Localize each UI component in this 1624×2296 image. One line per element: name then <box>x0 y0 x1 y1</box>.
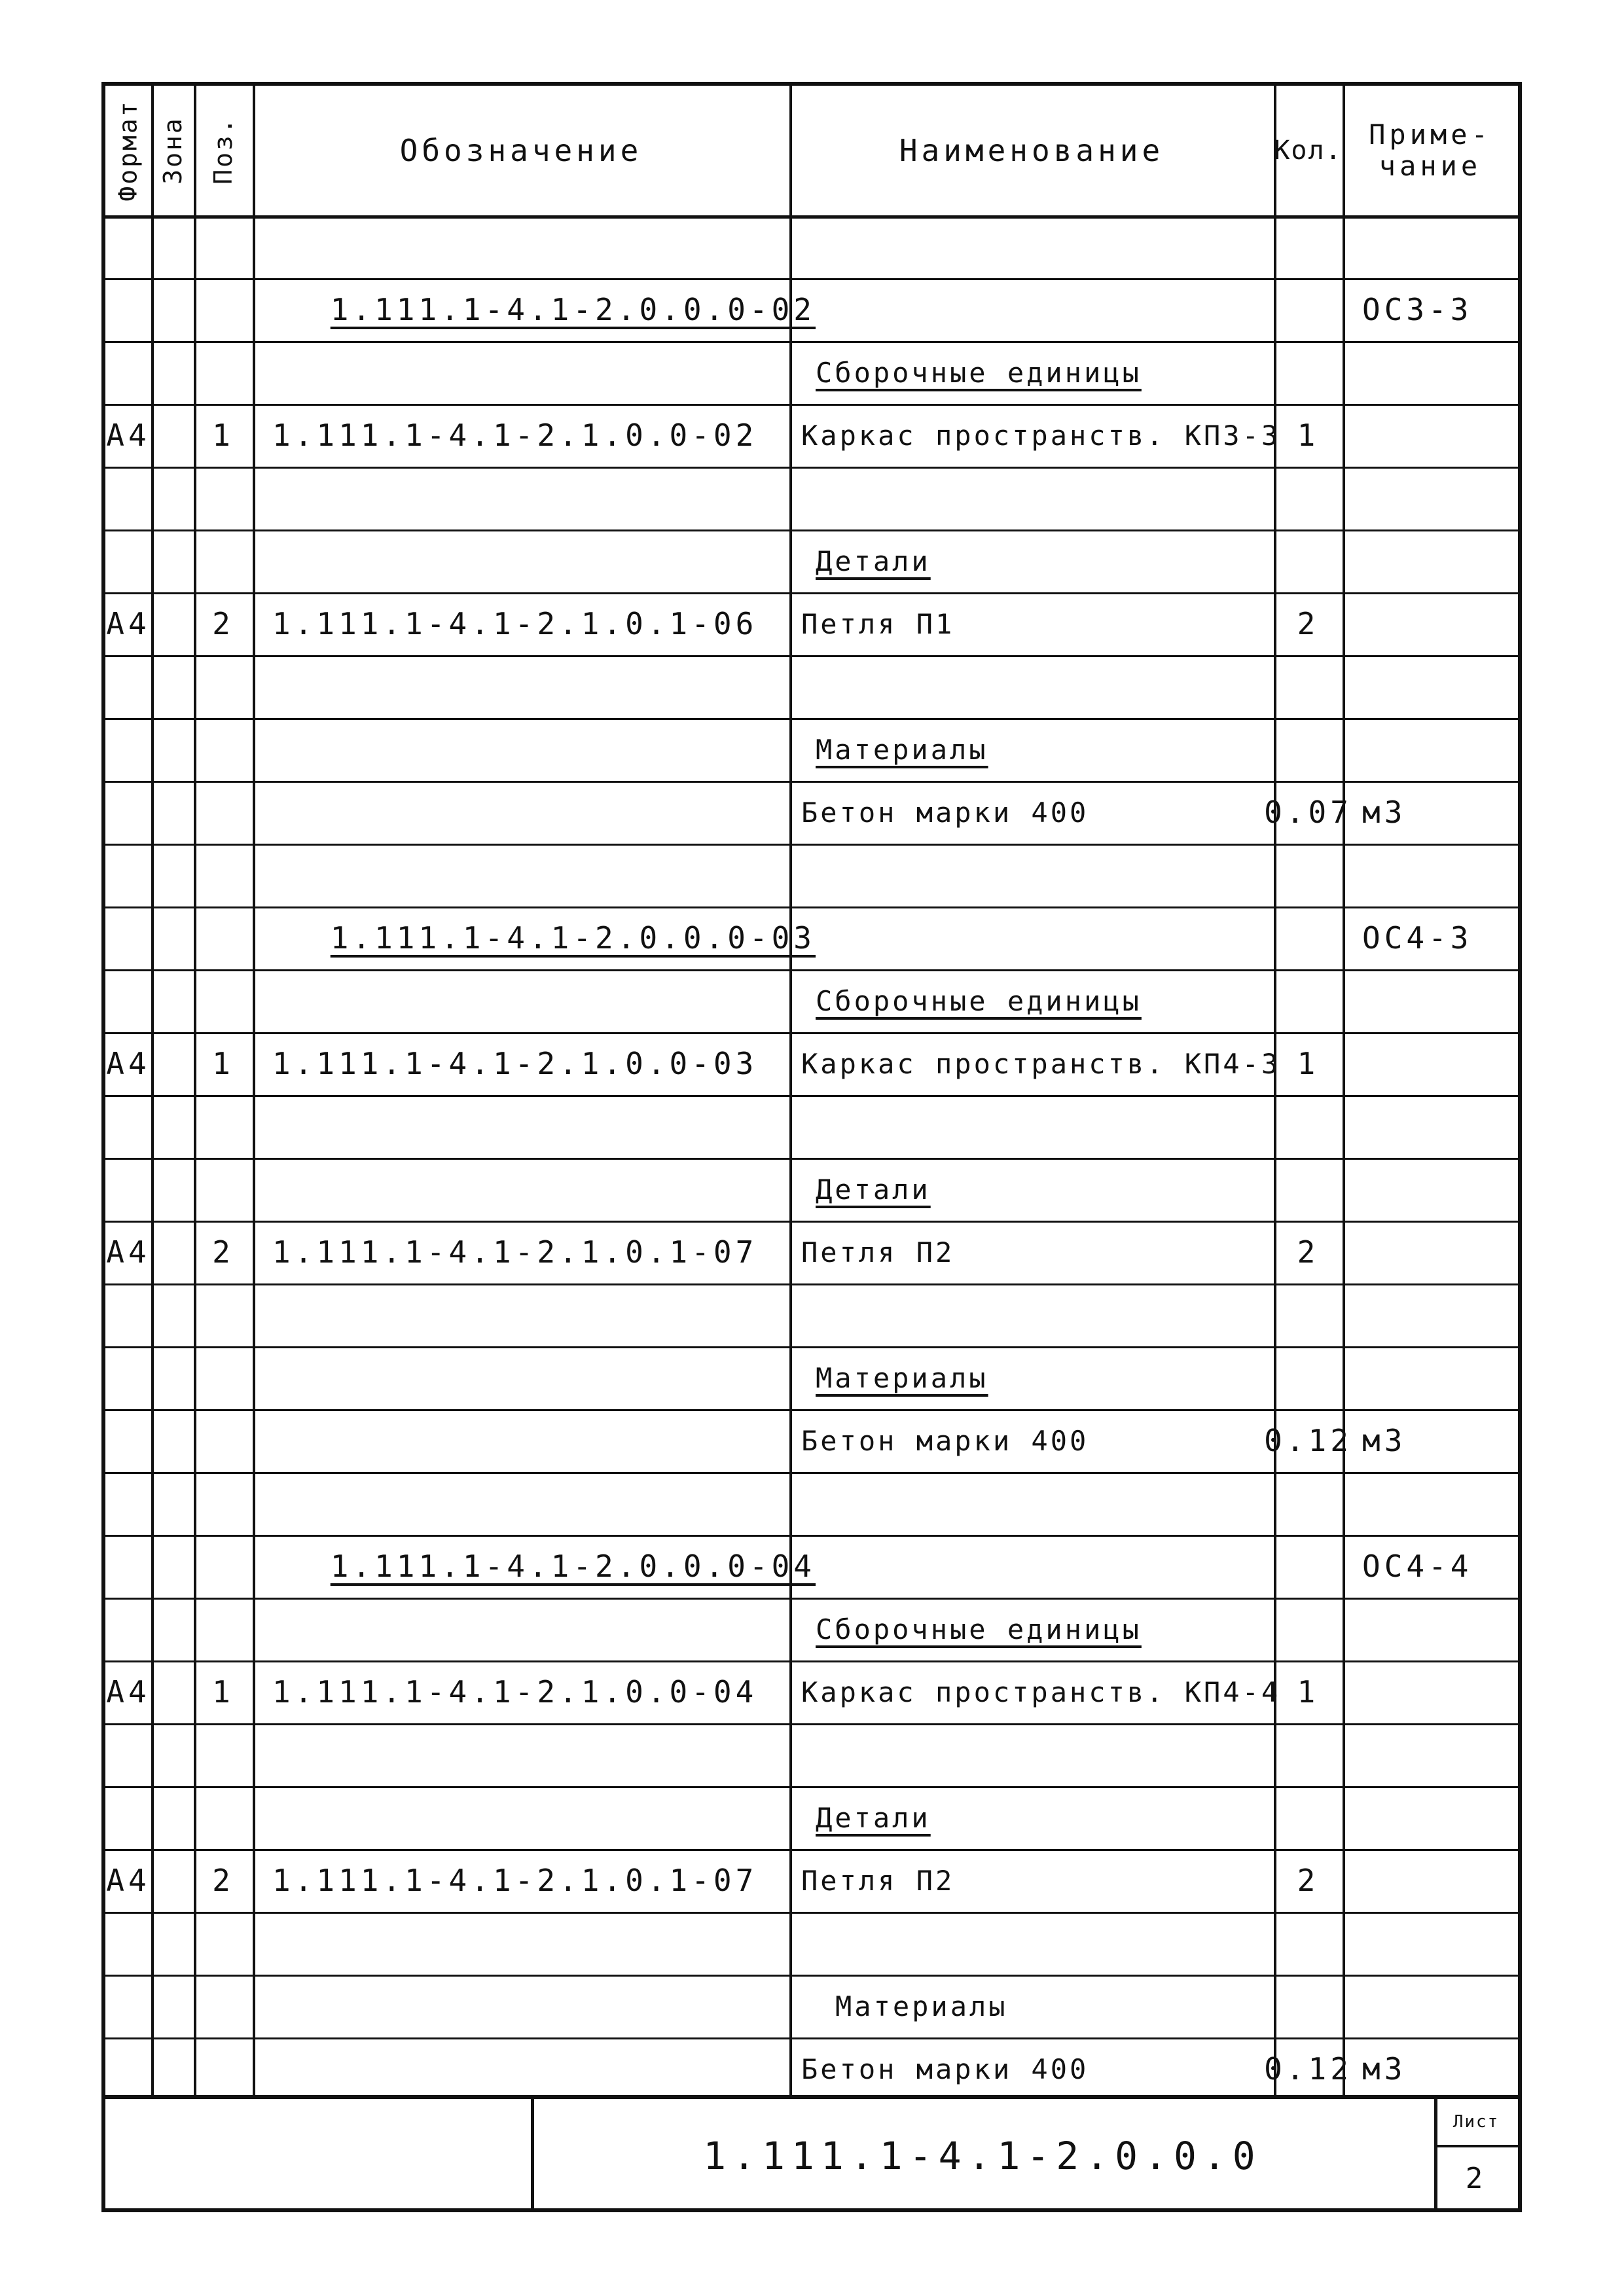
cell-des: 1.111.1-4.1-2.1.0.0-03 <box>272 1046 758 1081</box>
cell-des: 1.111.1-4.1-2.1.0.1-07 <box>272 1234 758 1270</box>
sheet-number: 2 <box>1465 2162 1487 2195</box>
cell-name: Материалы <box>835 1990 1008 2022</box>
cell-pos <box>194 906 253 969</box>
cell-zone <box>151 1221 194 1283</box>
cell-pos <box>194 1409 253 1472</box>
cell-name <box>789 467 1274 529</box>
cell-fmt: А4 <box>106 1674 151 1710</box>
cell-zone <box>151 1095 194 1158</box>
cell-name: Бетон марки 400 <box>801 1424 1089 1457</box>
cell-zone <box>151 404 194 467</box>
cell-name: Сборочные единицы <box>816 356 1142 389</box>
cell-qty: 0.07 <box>1264 795 1352 830</box>
cell-pos <box>194 718 253 781</box>
cell-note <box>1343 215 1518 278</box>
cell-des <box>253 1158 789 1221</box>
cell-fmt <box>105 1095 151 1158</box>
cell-pos <box>194 1786 253 1849</box>
cell-fmt <box>105 1472 151 1535</box>
cell-note <box>1343 718 1518 781</box>
cell-qty <box>1274 718 1343 781</box>
cell-pos: 1 <box>212 418 234 453</box>
cell-des <box>253 781 789 844</box>
cell-fmt <box>105 1158 151 1221</box>
cell-des <box>253 1346 789 1409</box>
cell-zone <box>151 467 194 529</box>
cell-zone <box>151 1472 194 1535</box>
cell-zone <box>151 969 194 1032</box>
cell-name <box>789 1723 1274 1786</box>
cell-fmt <box>105 1723 151 1786</box>
cell-qty <box>1274 1786 1343 1849</box>
drawing-frame <box>101 82 1522 2212</box>
cell-qty <box>1274 1095 1343 1158</box>
cell-zone <box>151 781 194 844</box>
cell-qty: 1 <box>1297 1674 1320 1710</box>
cell-des: 1.111.1-4.1-2.1.0.1-06 <box>272 606 758 641</box>
cell-fmt <box>105 1535 151 1598</box>
cell-des <box>253 1786 789 1849</box>
cell-zone <box>151 1723 194 1786</box>
cell-pos: 1 <box>212 1674 234 1710</box>
cell-qty <box>1274 529 1343 592</box>
cell-note: м3 <box>1362 2051 1407 2087</box>
cell-zone <box>151 1032 194 1095</box>
cell-name: Петля П1 <box>801 607 955 640</box>
cell-pos: 2 <box>212 1863 234 1898</box>
cell-pos <box>194 278 253 341</box>
header-format: Формат <box>114 99 143 202</box>
cell-fmt <box>105 655 151 718</box>
cell-fmt <box>105 718 151 781</box>
cell-pos <box>194 2037 253 2100</box>
cell-pos <box>194 1472 253 1535</box>
cell-des <box>253 718 789 781</box>
cell-des: 1.111.1-4.1-2.0.0.0-02 <box>330 292 816 327</box>
cell-qty <box>1274 215 1343 278</box>
cell-note: ОС4-3 <box>1362 920 1473 956</box>
document-code: 1.111.1-4.1-2.0.0.0 <box>703 2133 1262 2178</box>
cell-zone <box>151 655 194 718</box>
cell-pos <box>194 1283 253 1346</box>
cell-des: 1.111.1-4.1-2.0.0.0-03 <box>330 920 816 956</box>
cell-pos <box>194 1723 253 1786</box>
cell-qty <box>1274 1346 1343 1409</box>
cell-note <box>1343 1032 1518 1095</box>
cell-zone <box>151 1912 194 1975</box>
cell-note <box>1343 341 1518 404</box>
cell-name: Бетон марки 400 <box>801 2053 1089 2085</box>
cell-note <box>1343 1975 1518 2037</box>
cell-note <box>1343 404 1518 467</box>
cell-des: 1.111.1-4.1-2.0.0.0-04 <box>330 1549 816 1584</box>
cell-name <box>789 906 1274 969</box>
cell-qty: 0.12 <box>1264 1423 1352 1458</box>
cell-pos <box>194 1912 253 1975</box>
cell-pos: 2 <box>212 606 234 641</box>
cell-fmt <box>105 1346 151 1409</box>
cell-fmt <box>105 1598 151 1660</box>
cell-qty <box>1274 278 1343 341</box>
cell-des <box>253 1723 789 1786</box>
cell-fmt: А4 <box>106 1234 151 1270</box>
cell-qty <box>1274 969 1343 1032</box>
cell-des <box>253 1472 789 1535</box>
cell-zone <box>151 906 194 969</box>
cell-zone <box>151 592 194 655</box>
cell-name: Бетон марки 400 <box>801 796 1089 829</box>
cell-zone <box>151 1598 194 1660</box>
cell-name <box>789 1912 1274 1975</box>
cell-name <box>789 844 1274 906</box>
cell-des <box>253 1095 789 1158</box>
cell-fmt <box>105 906 151 969</box>
cell-des <box>253 655 789 718</box>
cell-name: Петля П2 <box>801 1236 955 1268</box>
cell-note <box>1343 1221 1518 1283</box>
cell-fmt <box>105 215 151 278</box>
cell-note: м3 <box>1362 795 1407 830</box>
cell-qty <box>1274 1975 1343 2037</box>
cell-des <box>253 2037 789 2100</box>
cell-zone <box>151 529 194 592</box>
cell-fmt <box>105 1975 151 2037</box>
cell-qty <box>1274 1598 1343 1660</box>
cell-zone <box>151 2037 194 2100</box>
cell-pos <box>194 844 253 906</box>
cell-des <box>253 1975 789 2037</box>
cell-fmt <box>105 529 151 592</box>
cell-qty <box>1274 467 1343 529</box>
cell-zone <box>151 1849 194 1912</box>
cell-qty: 0.12 <box>1264 2051 1352 2087</box>
cell-note <box>1343 655 1518 718</box>
cell-qty <box>1274 1723 1343 1786</box>
cell-pos <box>194 1158 253 1221</box>
cell-note: ОС3-3 <box>1362 292 1473 327</box>
cell-note <box>1343 1660 1518 1723</box>
cell-fmt: А4 <box>106 606 151 641</box>
cell-zone <box>151 1786 194 1849</box>
cell-note <box>1343 1472 1518 1535</box>
cell-zone <box>151 215 194 278</box>
cell-qty: 2 <box>1297 1234 1320 1270</box>
cell-des <box>253 969 789 1032</box>
cell-zone <box>151 1158 194 1221</box>
cell-fmt <box>105 1786 151 1849</box>
cell-pos <box>194 1975 253 2037</box>
cell-name: Материалы <box>816 1361 988 1394</box>
cell-note <box>1343 969 1518 1032</box>
cell-qty <box>1274 1472 1343 1535</box>
cell-des: 1.111.1-4.1-2.1.0.0-02 <box>272 418 758 453</box>
header-note: Приме- чание <box>1369 118 1492 182</box>
cell-fmt <box>105 969 151 1032</box>
cell-fmt <box>105 844 151 906</box>
cell-pos <box>194 969 253 1032</box>
cell-name: Детали <box>816 1801 931 1834</box>
cell-zone <box>151 341 194 404</box>
cell-name <box>789 1095 1274 1158</box>
cell-fmt: А4 <box>106 1863 151 1898</box>
cell-note <box>1343 1095 1518 1158</box>
cell-fmt <box>105 278 151 341</box>
header-pos: Поз. <box>209 117 238 185</box>
cell-zone <box>151 278 194 341</box>
cell-note <box>1343 1283 1518 1346</box>
cell-name: Сборочные единицы <box>816 1613 1142 1645</box>
cell-fmt <box>105 341 151 404</box>
cell-note <box>1343 844 1518 906</box>
cell-name: Материалы <box>816 733 988 766</box>
cell-pos <box>194 781 253 844</box>
cell-note <box>1343 1912 1518 1975</box>
cell-note <box>1343 592 1518 655</box>
header-zone: Зона <box>158 117 187 185</box>
cell-fmt <box>105 467 151 529</box>
cell-note <box>1343 529 1518 592</box>
cell-qty <box>1274 1283 1343 1346</box>
cell-name: Каркас пространств. КП3-3 <box>801 419 1281 452</box>
header-designation: Обозначение <box>399 133 643 168</box>
cell-des <box>253 341 789 404</box>
cell-name: Детали <box>816 1173 931 1206</box>
cell-des <box>253 1912 789 1975</box>
cell-pos: 2 <box>212 1234 234 1270</box>
cell-note <box>1343 1158 1518 1221</box>
cell-pos <box>194 1346 253 1409</box>
cell-pos <box>194 1095 253 1158</box>
cell-qty <box>1274 906 1343 969</box>
cell-note: ОС4-4 <box>1362 1549 1473 1584</box>
cell-note <box>1343 1346 1518 1409</box>
cell-note <box>1343 1598 1518 1660</box>
cell-qty: 2 <box>1297 606 1320 641</box>
cell-name: Петля П2 <box>801 1864 955 1897</box>
cell-name <box>789 1535 1274 1598</box>
cell-des <box>253 1283 789 1346</box>
cell-name <box>789 215 1274 278</box>
cell-name: Каркас пространств. КП4-4 <box>801 1676 1281 1708</box>
cell-pos <box>194 341 253 404</box>
cell-fmt: А4 <box>106 418 151 453</box>
cell-pos <box>194 467 253 529</box>
cell-qty <box>1274 655 1343 718</box>
cell-fmt <box>105 1283 151 1346</box>
cell-zone <box>151 718 194 781</box>
cell-name <box>789 1472 1274 1535</box>
cell-name <box>789 278 1274 341</box>
cell-zone <box>151 1535 194 1598</box>
cell-des: 1.111.1-4.1-2.1.0.1-07 <box>272 1863 758 1898</box>
cell-qty <box>1274 1158 1343 1221</box>
cell-note <box>1343 1786 1518 1849</box>
cell-name <box>789 1283 1274 1346</box>
cell-des <box>253 215 789 278</box>
cell-des <box>253 844 789 906</box>
cell-qty: 1 <box>1297 1046 1320 1081</box>
cell-zone <box>151 1409 194 1472</box>
cell-fmt <box>105 2037 151 2100</box>
cell-name: Детали <box>816 545 931 577</box>
cell-fmt <box>105 781 151 844</box>
cell-qty <box>1274 341 1343 404</box>
cell-qty <box>1274 844 1343 906</box>
cell-pos <box>194 529 253 592</box>
cell-zone <box>151 1346 194 1409</box>
cell-des <box>253 1409 789 1472</box>
cell-note <box>1343 1849 1518 1912</box>
cell-zone <box>151 1283 194 1346</box>
cell-note <box>1343 1723 1518 1786</box>
cell-qty <box>1274 1535 1343 1598</box>
cell-des <box>253 467 789 529</box>
cell-fmt <box>105 1912 151 1975</box>
cell-des <box>253 1598 789 1660</box>
cell-pos <box>194 1598 253 1660</box>
header-name: Наименование <box>899 133 1164 168</box>
cell-zone <box>151 1975 194 2037</box>
cell-note: м3 <box>1362 1423 1407 1458</box>
cell-fmt: А4 <box>106 1046 151 1081</box>
cell-name <box>789 655 1274 718</box>
cell-pos <box>194 1535 253 1598</box>
cell-name: Каркас пространств. КП4-3 <box>801 1047 1281 1080</box>
cell-pos: 1 <box>212 1046 234 1081</box>
cell-pos <box>194 215 253 278</box>
cell-qty: 2 <box>1297 1863 1320 1898</box>
cell-qty: 1 <box>1297 418 1320 453</box>
cell-pos <box>194 655 253 718</box>
cell-fmt <box>105 1409 151 1472</box>
cell-des: 1.111.1-4.1-2.1.0.0-04 <box>272 1674 758 1710</box>
cell-des <box>253 529 789 592</box>
cell-name: Сборочные единицы <box>816 984 1142 1017</box>
sheet-label: Лист <box>1453 2112 1500 2132</box>
title-block <box>105 2095 1518 2208</box>
cell-zone <box>151 1660 194 1723</box>
cell-zone <box>151 844 194 906</box>
header-qty: Кол. <box>1274 135 1343 166</box>
cell-qty <box>1274 1912 1343 1975</box>
cell-note <box>1343 467 1518 529</box>
